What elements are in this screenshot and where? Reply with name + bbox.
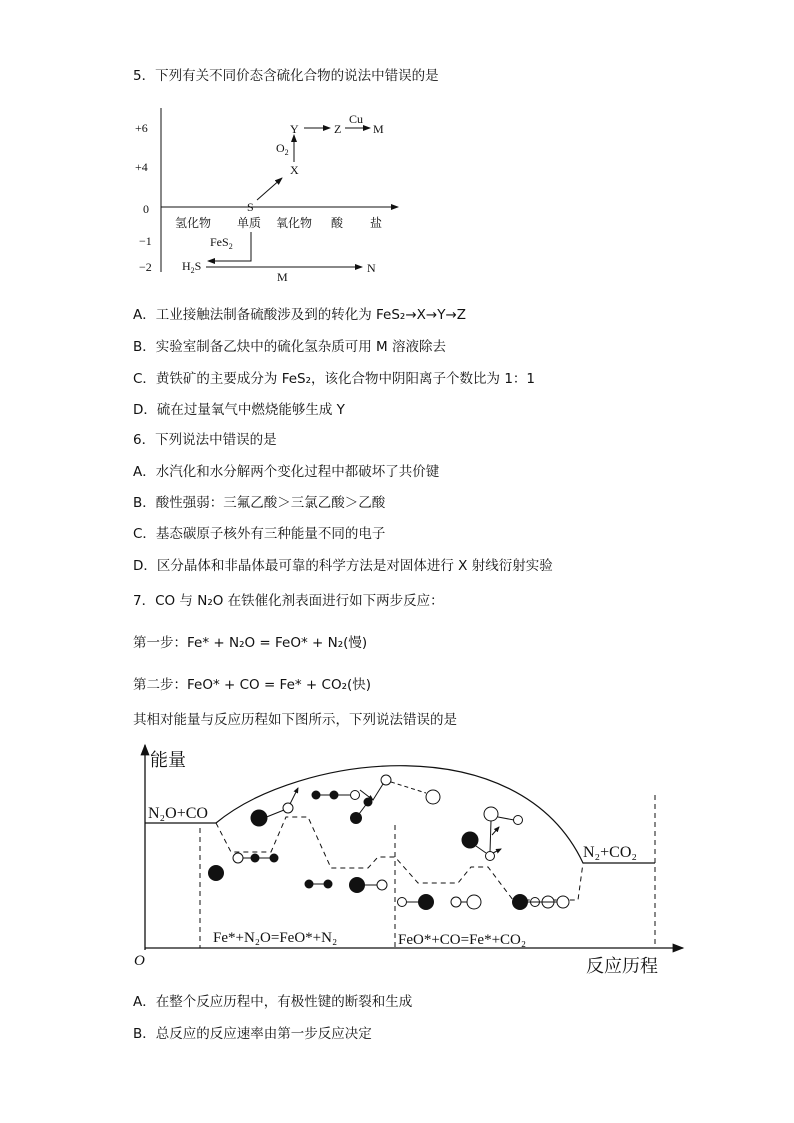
q5-option-b: B．实验室制备乙炔中的硫化氢杂质可用 M 溶液除去 <box>133 339 446 355</box>
q5-valence-diagram <box>130 100 400 290</box>
q7-option-a: A．在整个反应历程中，有极性键的断裂和生成 <box>133 994 413 1010</box>
q5-stem: 5．下列有关不同价态含硫化合物的说法中错误的是 <box>133 68 439 84</box>
feo-o <box>377 880 387 890</box>
n2o-o <box>233 853 243 863</box>
label-M-arrow: M <box>277 270 288 284</box>
end-label: N₂+CO₂ <box>583 844 637 861</box>
n2o-n2 <box>270 854 279 863</box>
species-Y: Y <box>290 122 299 136</box>
species-S: S <box>247 200 254 214</box>
species-X: X <box>290 163 299 177</box>
species-M-top: M <box>373 122 384 136</box>
q7-stem: 7．CO 与 N₂O 在铁催化剂表面进行如下两步反应： <box>133 593 444 609</box>
species-N: N <box>367 261 376 275</box>
label-O2: $O_2$ <box>276 141 289 157</box>
species-H2S: $H_2S$ <box>182 259 202 275</box>
ts3-c <box>484 807 498 821</box>
step2-equation: FeO*+CO=Fe*+CO₂ <box>398 932 527 948</box>
start-label: N₂O+CO <box>148 805 208 822</box>
tick-plus6: +6 <box>135 121 148 135</box>
q6-stem: 6．下列说法中错误的是 <box>133 432 277 448</box>
xlabel-hydride: 氢化物 <box>175 216 212 230</box>
arrow-S-X <box>257 178 282 200</box>
co2-fe <box>512 894 528 910</box>
q5-option-a: A．工业接触法制备硫酸涉及到的转化为 FeS₂→X→Y→Z <box>133 307 467 323</box>
species-Z: Z <box>334 122 342 136</box>
xlabel-element: 单质 <box>237 216 262 230</box>
xlabel-salt: 盐 <box>370 216 383 230</box>
co-c <box>398 898 407 907</box>
co-c2 <box>451 897 461 907</box>
q7-energy-diagram <box>128 740 688 980</box>
label-Cu: Cu <box>349 112 364 126</box>
q7-intro: 其相对能量与反应历程如下图所示，下列说法错误的是 <box>133 712 457 728</box>
ts3-fe <box>462 832 479 849</box>
q5-option-d: D．硫在过量氧气中燃烧能够生成 Y <box>133 402 345 418</box>
tick-minus1: −1 <box>139 234 152 248</box>
feo-fe <box>349 877 365 893</box>
origin-label: O <box>134 953 145 969</box>
q5-option-c: C．黄铁矿的主要成分为 FeS₂，该化合物中阴阳离子个数比为 1：1 <box>133 371 535 387</box>
q7-option-b: B．总反应的反应速率由第一步反应决定 <box>133 1026 372 1042</box>
ts2-o <box>381 775 391 785</box>
q7-step1: 第一步：Fe* + N₂O = FeO* + N₂(慢) <box>133 635 368 651</box>
label-FeS2: FeS$_2$ <box>210 235 233 251</box>
energy-envelope <box>216 766 583 863</box>
q6-option-a: A．水汽化和水分解两个变化过程中都破坏了共价键 <box>133 464 440 480</box>
ts1-o <box>283 803 293 813</box>
energy-axis-label: 能量 <box>150 750 186 771</box>
co2-o2 <box>557 896 569 908</box>
q6-option-b: B．酸性强弱：三氟乙酸＞三氯乙酸＞乙酸 <box>133 495 386 511</box>
co-o2 <box>467 895 481 909</box>
fe-atom <box>208 865 224 881</box>
co-fe <box>418 894 434 910</box>
tick-plus4: +4 <box>135 160 148 174</box>
tick-0: 0 <box>143 202 149 216</box>
ts3-c2 <box>514 816 523 825</box>
ts1-n-o <box>351 791 360 800</box>
step1-equation: Fe*+N₂O=FeO*+N₂ <box>213 930 338 946</box>
xlabel-oxide: 氧化物 <box>276 216 313 230</box>
q6-option-c: C．基态碳原子核外有三种能量不同的电子 <box>133 526 386 542</box>
q6-option-d: D．区分晶体和非晶体最可靠的科学方法是对固体进行 X 射线衍射实验 <box>133 558 553 574</box>
tick-minus2: −2 <box>139 260 152 274</box>
progress-axis-label: 反应历程 <box>586 956 658 977</box>
ts2-o2 <box>426 790 440 804</box>
xlabel-acid: 酸 <box>331 216 344 230</box>
q7-step2: 第二步：FeO* + CO = Fe* + CO₂(快) <box>133 677 372 693</box>
